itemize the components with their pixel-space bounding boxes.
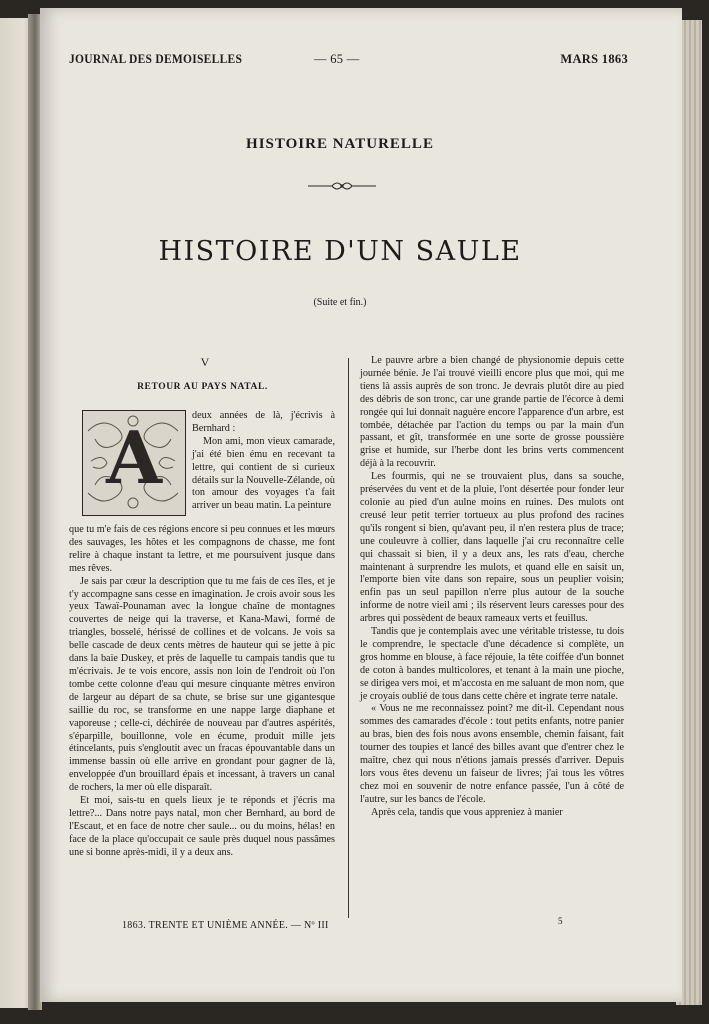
decorated-dropcap (82, 410, 186, 516)
paragraph: Après cela, tandis que vous appreniez à manier (371, 806, 563, 818)
chapter-heading: RETOUR AU PAYS NATAL. (137, 382, 268, 392)
paragraph: Le pauvre arbre a bien changé de physionomie depuis cette journée bénie. Je l'ai trouvé vieilli encore plus que moi, qui me tiens là assis auprès de son tronc. Je devrais plutôt dire au pied des débris de son tronc, car une grande partie de l'écorce à demi rongée qui lui donnait naguère encore l'apparence d'un arbre, est tombée, détachée par l'action du temps ou par la main d'un passant, et gît, transformée en une sorte de grosse poussière grise et humide, sur l'herbe dont les brins verts commencent déjà à la recouvrir. (360, 355, 624, 470)
article-title: HISTOIRE D'UN SAULE (158, 236, 522, 267)
paragraph: « Vous ne me reconnaissez point? me dit-il. Cependant nous sommes des camarades d'école : tout petits enfants, notre panier au bras, bien des fois nous avons ensemble, chemin faisant, fait tourner des toupies et lancé des billes avant que d'entrer chez le maître, chez qui nous n'étions jamais pressés d'arriver. Depuis lors vous êtes devenu un faiseur de livres; j'ai tous les vôtres chez moi en souvenir de notre enfance passée, l'un à côté de l'autre, sur les bancs de l'école. (360, 703, 624, 805)
chapter-number: V (200, 355, 210, 369)
footer-volume-info: 1863. TRENTE ET UNIÈME ANNÉE. — Nº III (122, 920, 329, 931)
column-divider (348, 358, 349, 918)
right-column (360, 355, 624, 820)
paragraph: Tandis que je contemplais avec une véritable tristesse, tu dois le comprendre, le spectacle d'une décadence si complète, un gros homme en blouse, à face réjouie, la tête coiffée d'un bonnet de coton à bandes multicolores, et tenant à la main une pioche, se dirigea vers moi, et m'accosta en me saluant de mon nom, que je croyais oublié de tous dans cette chère et ingrate terre natale. (360, 626, 624, 702)
running-header-date: MARS 1863 (560, 52, 628, 66)
dropcap-letter: A (106, 415, 162, 500)
article-subtitle: (Suite et fin.) (313, 297, 367, 308)
running-header-journal: JOURNAL DES DEMOISELLES (69, 52, 243, 66)
opening-line: deux années de là, j'écrivis à Bernhard : (192, 410, 335, 434)
paragraph: Mon ami, mon vieux camarade, j'ai été bien ému en recevant ta lettre, qui contient de si curieux détails sur la Nouvelle-Zélande, où ton amour des voyages t'a fait arriver un beau matin. La peinture (192, 435, 335, 512)
paragraph: Et moi, sais-tu en quels lieux je te réponds et j'écris ma lettre?... Dans notre pays natal, mon cher Bernhard, au bord de l'Escaut, et en face de notre cher saule... ou du moins, hélas! en face de la place qu'occupait ce saule près duquel nous passâmes une si bonne après-midi, il y a deux ans. (69, 795, 335, 858)
footer-signature-mark: 5 (558, 916, 563, 926)
paragraph: que tu m'e fais de ces régions encore si peu connues et les mœurs des sauvages, les hôtes et les compagnons de chasse, me font relire à chaque instant ta lettre, et me poursuivent jusque dans mes rêves. (69, 524, 335, 574)
paragraph: Les fourmis, qui ne se trouvaient plus, dans sa souche, préservées du vent et de la pluie, l'ont désertée pour fonder leur colonie au pied d'un aulne moins en ruines. Des mulots ont creusé leur petit terrier tortueux au plus profond des racines qu'ils rongent si bien, qu'avant peu, il n'en restera plus de trace; une couleuvre à collier, dans laquelle j'ai cru reconnaître celle qui chassait si bien, il y a deux ans, les rats d'eau, cherche maintenant à surprendre les mulots, et quand elle en saisit un, l'emporte bien vite dans son repaire, sous un peuplier voisin; enfin pas un seul papillon n'erre plus autour de la souche informe de notre vieil ami ; ils réservent leurs caresses pour des arbres qui possèdent de beaux rameaux verts et feuillus. (360, 471, 624, 625)
left-column-top (192, 410, 335, 513)
document-page (40, 8, 682, 1002)
paragraph: Je sais par cœur la description que tu me fais de ces îles, et je t'y accompagne sans cesse en imagination. Je crois avoir sous les yeux Tawaï-Pounaman avec la longue chaîne de montagnes couvertes de neige qui la traverse, et Kana-Mawi, formé de triangles, bosselé, hérissé de collines et de volcans. Je vois sa belle cascade de deux cents mètres de hauteur qui se jette à pic dans la baie Duskey, et près de laquelle tu campais tandis que tu m'écrivais. Je te vois encore, assis non loin de l'endroit où l'on tombe cette colonne d'eau qui mesure cinquante mètres environ de largeur au départ de sa chute, se brise sur une gigantesque saillie du roc, se transforme en une nappe large diaphane et vaporeuse ; celle-ci, déchirée de nouveau par d'autres aspérités, s'éparpille, bouillonne, vole en écume, produit mille jets étincelants, puis s'engloutit avec un fracas épouvantable dans un immense bassin où elle arrive en grondant pour gagner de là, enveloppée d'un brouillard épais et incessant, à travers un canal de rochers, la mer où elle disparaît. (69, 575, 335, 794)
page-number: — 65 — (314, 52, 360, 66)
ornament-divider-icon (308, 180, 376, 192)
left-column (69, 524, 335, 860)
section-title: HISTOIRE NATURELLE (246, 136, 434, 152)
